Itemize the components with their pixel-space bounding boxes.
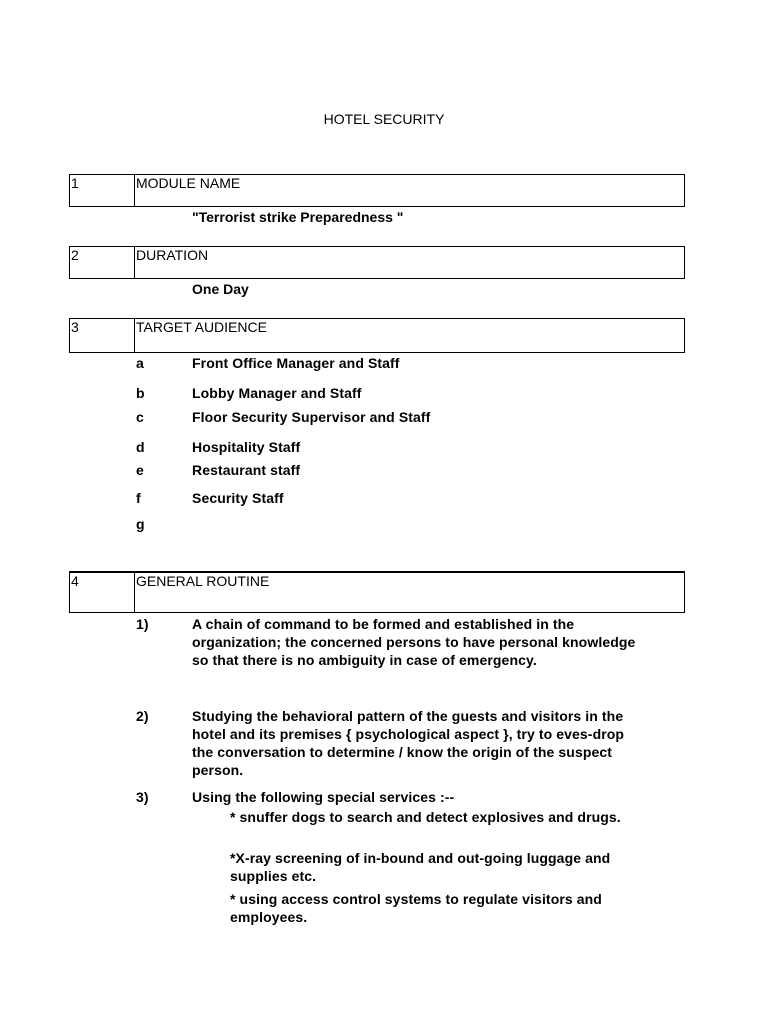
routine-text xyxy=(192,788,692,806)
bullet-line: *X-ray screening of in-bound and out-going luggage and xyxy=(230,850,611,866)
audience-letter: e xyxy=(136,462,144,478)
audience-letter: a xyxy=(136,355,144,371)
duration-value: One Day xyxy=(192,281,249,297)
section-1-header xyxy=(69,174,685,207)
section-title: DURATION xyxy=(136,247,209,263)
routine-line: person. xyxy=(192,762,244,778)
section-title: GENERAL ROUTINE xyxy=(136,573,270,589)
bullet-line: * using access control systems to regulate visitors and xyxy=(230,891,602,907)
routine-number: 1) xyxy=(136,616,149,632)
routine-line: A chain of command to be formed and established in the xyxy=(192,616,575,632)
audience-letter: g xyxy=(136,516,145,532)
section-4-header xyxy=(69,571,685,613)
bullet-line: * snuffer dogs to search and detect explosives and drugs. xyxy=(230,809,621,825)
bullet-item xyxy=(230,849,690,885)
routine-line: Using the following special services :-- xyxy=(192,789,455,805)
audience-letter: d xyxy=(136,439,145,455)
routine-number: 2) xyxy=(136,708,149,724)
routine-line: the conversation to determine / know the origin of the suspect xyxy=(192,744,613,760)
audience-letter: c xyxy=(136,409,144,425)
audience-item: Lobby Manager and Staff xyxy=(192,385,362,401)
audience-item: Hospitality Staff xyxy=(192,439,301,455)
section-title: TARGET AUDIENCE xyxy=(136,319,267,335)
audience-letter: f xyxy=(136,490,141,506)
audience-item: Front Office Manager and Staff xyxy=(192,355,400,371)
module-name-value: "Terrorist strike Preparedness " xyxy=(192,209,404,225)
section-number: 3 xyxy=(70,319,135,352)
bullet-line: supplies etc. xyxy=(230,868,317,884)
routine-text xyxy=(192,615,692,669)
audience-letter: b xyxy=(136,385,145,401)
routine-line: so that there is no ambiguity in case of emergency. xyxy=(192,652,537,668)
bullet-item xyxy=(230,890,690,926)
document-title: HOTEL SECURITY xyxy=(323,111,445,127)
section-title: MODULE NAME xyxy=(136,175,241,191)
audience-item: Restaurant staff xyxy=(192,462,301,478)
routine-text xyxy=(192,707,692,779)
section-number: 1 xyxy=(70,175,135,206)
routine-line: Studying the behavioral pattern of the guests and visitors in the xyxy=(192,708,624,724)
audience-item: Security Staff xyxy=(192,490,284,506)
section-3-header xyxy=(69,318,685,353)
routine-number: 3) xyxy=(136,789,149,805)
bullet-line: employees. xyxy=(230,909,308,925)
bullet-item xyxy=(230,808,690,826)
section-2-header xyxy=(69,246,685,279)
routine-line: organization; the concerned persons to have personal knowledge xyxy=(192,634,636,650)
audience-item: Floor Security Supervisor and Staff xyxy=(192,409,431,425)
section-number: 4 xyxy=(70,573,135,612)
section-number: 2 xyxy=(70,247,135,278)
routine-line: hotel and its premises { psychological aspect }, try to eves-drop xyxy=(192,726,625,742)
